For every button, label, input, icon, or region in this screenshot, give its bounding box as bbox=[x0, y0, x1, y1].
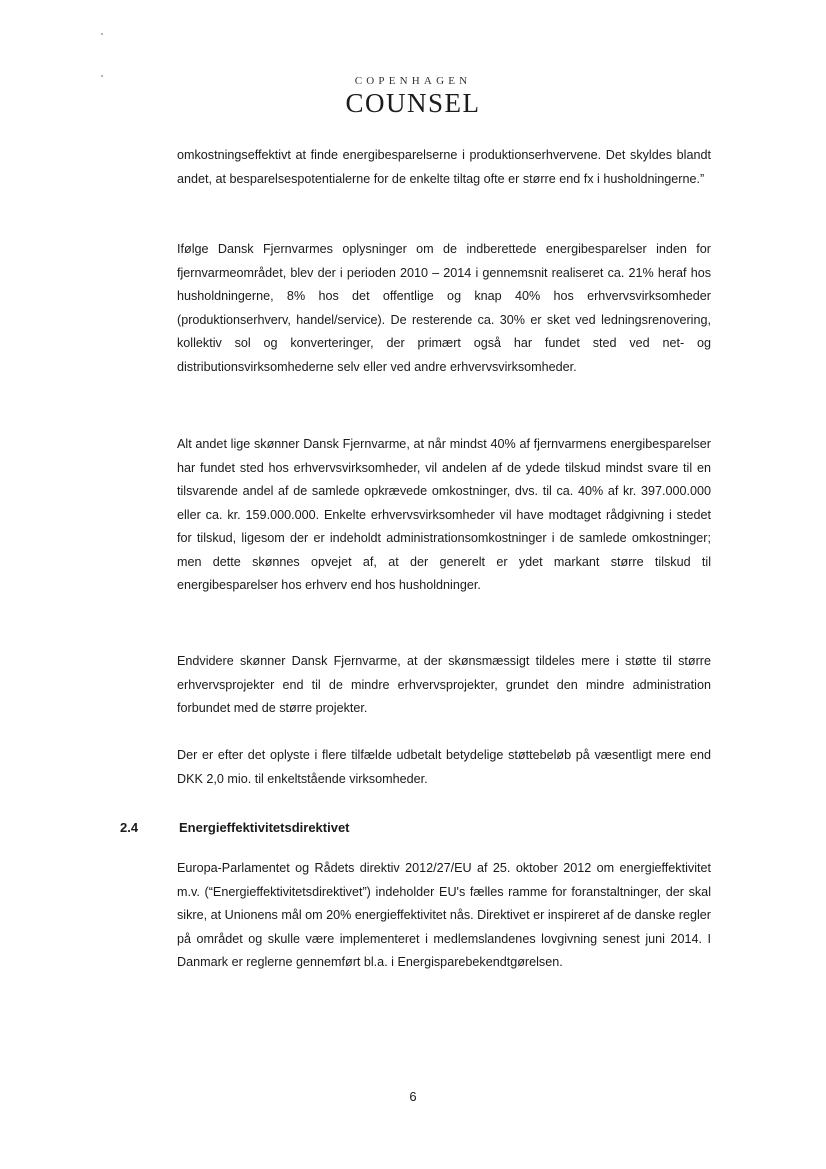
paragraph-1: omkostningseffektivt at finde energibesparelserne i produktionserhvervene. Det skyldes blandt andet, at besparelsespotentialerne for de enkelte tiltag ofte er større end fx i husholdningerne.” bbox=[177, 148, 711, 186]
page-number: 6 bbox=[409, 1089, 417, 1104]
section-paragraph: Europa-Parlamentet og Rådets direktiv 2012/27/EU af 25. oktober 2012 om energieffektivitet m.v. (“Energieffektivitetsdirektivet”) indeholder EU's fælles ramme for foranstaltninger, der skal sikre, at Unionens mål om 20% energieffektivitet nås. Direktivet er inspireret af de danske regler på området og skulle være implementeret i medlemslandenes lovgivning senest juni 2014. I Danmark er reglerne gennemført bl.a. i Energisparebekendtgørelsen. bbox=[177, 861, 711, 969]
paragraph-4: Endvidere skønner Dansk Fjernvarme, at der skønsmæssigt tildeles mere i støtte til større erhvervsprojekter end til de mindre erhvervsprojekter, grundet den mindre administration forbundet med de større projekter. bbox=[177, 654, 711, 715]
scan-speck bbox=[101, 33, 103, 35]
logo-line-counsel: COUNSEL bbox=[345, 88, 481, 118]
section-heading: Energieffektivitetsdirektivet bbox=[179, 820, 350, 835]
company-logo bbox=[0, 74, 826, 117]
paragraph-2: Ifølge Dansk Fjernvarmes oplysninger om de indberettede energibesparelser inden for fjernvarmeområdet, blev der i perioden 2010 – 2014 i gennemsnit realiseret ca. 21% heraf hos husholdningerne, 8% hos det offentlige og knap 40% hos erhvervsvirksomheder (produktionserhverv, handel/service). De resterende ca. 30% er sket ved ledningsrenovering, kollektiv sol og konverteringer, der primært også har fundet sted ved net- og distributionsvirksomhederne selv eller ved andre erhvervsvirksomheder. bbox=[177, 242, 711, 374]
paragraph-3: Alt andet lige skønner Dansk Fjernvarme, at når mindst 40% af fjernvarmens energibesparelser har fundet sted hos erhvervsvirksomheder, vil andelen af de ydede tilskud mindst svare til en tilsvarende andel af de samlede opkrævede omkostninger, dvs. til ca. 40% af kr. 397.000.000 eller ca. kr. 159.000.000. Enkelte erhvervsvirksomheder vil have modtaget rådgivning i stedet for tilskud, ligesom der er indeholdt administrationsomkostninger i de samlede omkostninger; men dette skønnes opvejet af, at der generelt er ydet markant større tilskud til energibesparelser hos erhverv end hos husholdninger. bbox=[177, 437, 711, 592]
paragraph-5: Der er efter det oplyste i flere tilfælde udbetalt betydelige støttebeløb på væsentligt mere end DKK 2,0 mio. til enkeltstående virksomheder. bbox=[177, 748, 711, 786]
section-number: 2.4 bbox=[120, 820, 139, 835]
logo-line-copenhagen: COPENHAGEN bbox=[354, 75, 472, 87]
